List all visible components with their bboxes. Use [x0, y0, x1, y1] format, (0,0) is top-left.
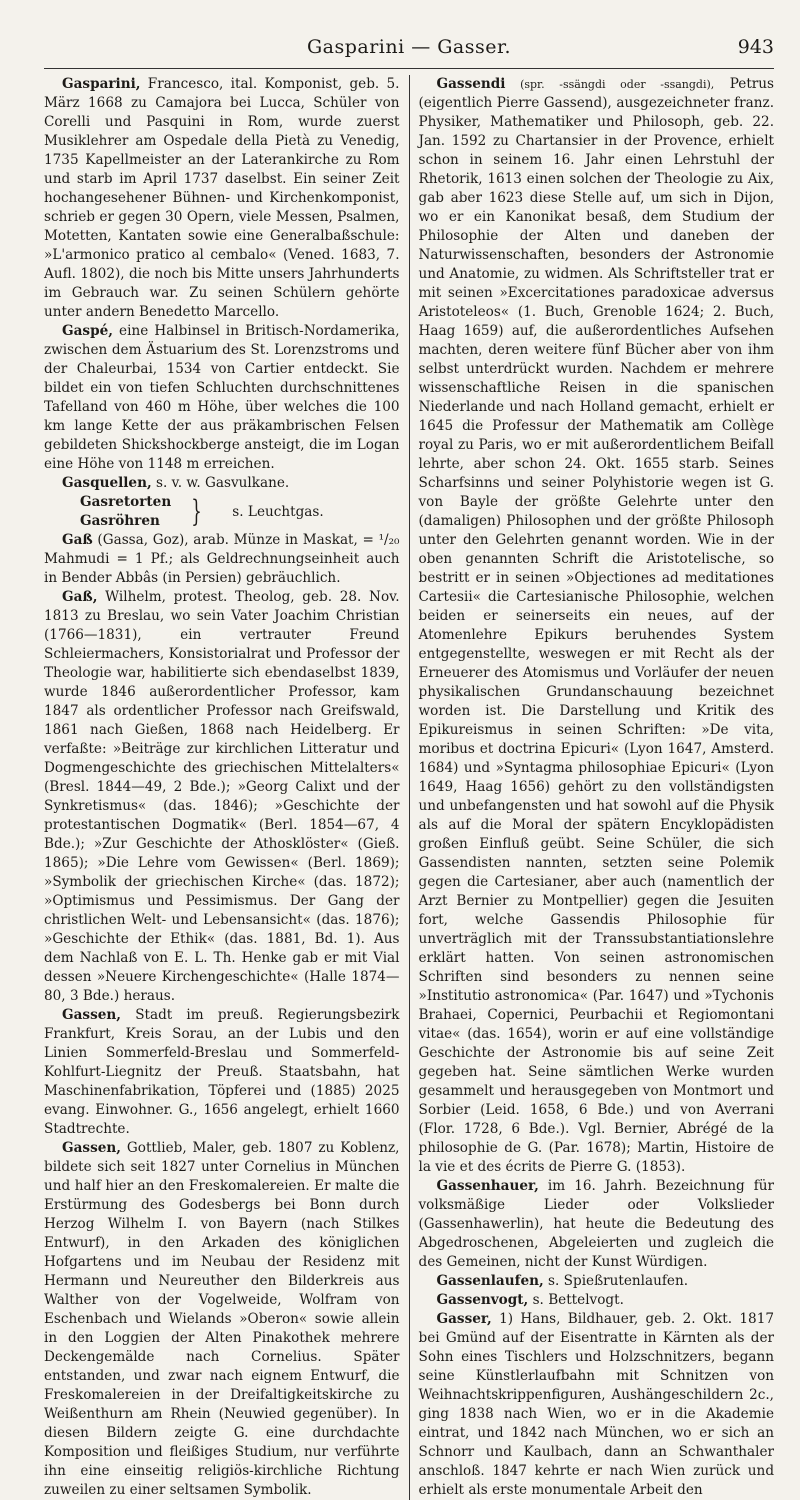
- entry-headword: Gassenvogt,: [436, 1292, 529, 1308]
- entry-text: s. Leuchtgas.: [232, 503, 324, 520]
- entry-text: Francesco, ital. Komponist, geb. 5. März 1668 zu Camajora bei Lucca, Schüler von Corelli und Pasquini in Rom, wurde zuerst Musiklehrer am Ospedale della Pietà zu Venedig, 1735 Kapellmeister an der Laterankirche zu Rom und starb im April 1737 daselbst. Ein seiner Zeit hochangesehener Bühnen- und Kirchenkomponist, schrieb er gegen 30 Opern, viele Messen, Psalmen, Motetten, Kantaten sowie eine Generalbaßschule: »L'armonico pratico al cembalo« (Vened. 1683, 7. Aufl. 1802), die noch bis Mitte unsers Jahrhunderts im Gebrauch war. Zu seinen Schülern gehörte unter andern Benedetto Marcello.: [44, 76, 400, 320]
- entry-headword: Gaß,: [62, 589, 98, 605]
- entry-headword: Gassenhauer,: [436, 1178, 539, 1194]
- entry-headword: Gassen,: [62, 1140, 121, 1156]
- dictionary-entry: [44, 588, 400, 1006]
- right-column: [410, 75, 775, 1500]
- entry-headword: Gaspé,: [62, 323, 113, 339]
- dictionary-entry: [419, 1177, 775, 1272]
- dictionary-entry: [44, 1139, 400, 1500]
- dictionary-entry: [44, 75, 400, 322]
- entry-text: Gottlieb, Maler, geb. 1807 zu Koblenz, bildete sich seit 1827 unter Cornelius in München und half hier an den Freskomalereien. Er malte die Erstürmung des Godesbergs bei Bonn durch Herzog Wilhelm I. von Bayern (nach Stilkes Entwurf), in den Arkaden des königlichen Hofgartens und im Neubau der Residenz mit Hermann und Neureuther den Bilderkreis aus Walther von der Vogelweide, Wolfram von Eschenbach und Wielands »Oberon« sowie allein in den Loggien der Alten Pinakothek mehrere Deckengemälde nach Cornelius. Später entstanden, und zwar nach eignem Entwurf, die Freskomalereien in der Dreifaltigkeitskirche zu Weißenthurn am Rhein (Neuwied gegenüber). In diesen Bildern zeigte G. eine durchdachte Komposition und fleißiges Studium, nur verführte ihn eine einseitig religiös-kirchliche Richtung zuweilen zu einer seltsamen Symbolik.: [44, 1140, 400, 1498]
- dictionary-entry: [44, 322, 400, 474]
- entry-headword: Gasretorten: [80, 494, 172, 510]
- running-title: Gasparini — Gasser.: [306, 36, 512, 58]
- entry-group-heads: [44, 493, 171, 531]
- dictionary-entry: [44, 531, 400, 588]
- dictionary-entry: [44, 474, 400, 493]
- left-column: [44, 75, 409, 1500]
- entry-text: 1) Hans, Bildhauer, geb. 2. Okt. 1817 bei Gmünd auf der Eisentratte in Kärnten als der Sohn eines Tischlers und Holzschnitzers, begann seine Künstlerlaufbahn mit Schnitzen von Weihnachtskrippenfiguren, Aushängeschildern 2c., ging 1838 nach Wien, wo er in die Akademie eintrat, und 1842 nach München, wo er sich an Schnorr und Kaulbach, dann an Schwanthaler anschloß. 1847 kehrte er nach Wien zurück und erhielt als erste monumentale Arbeit den: [418, 1311, 775, 1498]
- brace-symbol: }: [191, 494, 202, 529]
- entry-headword: Gasser,: [436, 1311, 492, 1327]
- entry-text: Wilhelm, protest. Theolog, geb. 28. Nov. 1813 zu Breslau, wo sein Vater Joachim Christian (1766—1831), ein vertrauter Freund Schleiermachers, Konsistorialrat und Professor der Theologie war, habilitierte sich ebendaselbst 1839, wurde 1846 außerordentlicher Professor, kam 1847 als ordentlicher Professor nach Greifswald, 1861 nach Gießen, 1868 nach Heidelberg. Er verfaßte: »Beiträge zur kirchlichen Litteratur und Dogmengeschichte des griechischen Mittelalters« (Bresl. 1844—49, 2 Bde.); »Georg Calixt und der Synkretismus« (das. 1846); »Geschichte der protestantischen Dogmatik« (Berl. 1854—67, 4 Bde.); »Zur Geschichte der Athosklöster« (Gieß. 1865); »Die Lehre vom Gewissen« (Berl. 1869); »Symbolik der griechischen Kirche« (das. 1872); »Optimismus und Pessimismus. Der Gang der christlichen Welt- und Lebensansicht« (das. 1876); »Geschichte der Ethik« (das. 1881, Bd. 1). Aus dem Nachlaß von E. L. Th. Henke gab er mit Vial dessen »Neuere Kirchengeschichte« (Halle 1874—80, 3 Bde.) heraus.: [44, 589, 400, 1004]
- entry-text: s. v. w. Gasvulkane.: [151, 475, 290, 491]
- entry-headword: Gassenlaufen,: [436, 1273, 544, 1289]
- entry-text: eine Halbinsel in Britisch-Nordamerika, zwischen dem Ästuarium des St. Lorenzstroms und der Chaleurbai, 1534 von Cartier entdeckt. Sie bildet ein von tiefen Schluchten durchschnittenes Tafelland von 460 m Höhe, über welches die 100 km lange Kette der aus präkambrischen Felsen gebildeten Shickshockberge ansteigt, die im Logan eine Höhe von 1148 m erreichen.: [44, 323, 400, 472]
- entry-headword: Gasröhren: [80, 513, 160, 529]
- entry-text: s. Bettelvogt.: [528, 1292, 624, 1308]
- dictionary-entry: [419, 75, 775, 1177]
- entry-headword: Gasquellen,: [62, 475, 152, 491]
- entry-headword: Gassen,: [62, 1007, 121, 1023]
- entry-text: Petrus (eigentlich Pierre Gassend), ausgezeichneter franz. Physiker, Mathematiker und Philosoph, geb. 22. Jan. 1592 zu Chartansier in der Provence, erhielt schon in seinem 16. Jahr einen Lehrstuhl der Rhetorik, 1613 einen solchen der Theologie zu Aix, gab aber 1623 diese Stelle auf, um sich in Dijon, wo er ein Kanonikat besaß, dem Studium der Philosophie der Alten und daneben der Naturwissenschaften, besonders der Astronomie und Anatomie, zu widmen. Als Schriftsteller trat er mit seinen »Excercitationes paradoxicae adversus Aristoteleos« (1. Buch, Grenoble 1624; 2. Buch, Haag 1659) auf, die außerordentliches Aufsehen machten, deren weitere fünf Bücher aber von ihm selbst unterdrückt wurden. Nachdem er mehrere wissenschaftliche Reisen in die spanischen Niederlande und nach Holland gemacht, erhielt er 1645 die Professur der Mathematik am Collège royal zu Paris, wo er mit außerordentlichem Beifall lehrte, aber schon 24. Okt. 1655 starb. Seines Scharfsinns und seiner Polyhistorie wegen ist G. von Bayle der größte Gelehrte unter den (damaligen) Philosophen und der größte Philosoph unter den Gelehrten genannt worden. Wie in der oben genannten Schrift die Aristotelische, so bestritt er in seinen »Objectiones ad meditationes Cartesii« die Cartesianische Philosophie, welchen beiden er seinerseits ein neues, auf der Atomenlehre Epikurs beruhendes System entgegenstellte, weswegen er mit Recht als der Erneuerer des Atomismus und Vorläufer der neuen physikalischen Grundanschauung bezeichnet worden ist. Die Darstellung und Kritik des Epikureismus in seinen Schriften: »De vita, moribus et doctrina Epicuri« (Lyon 1647, Amsterd. 1684) und »Syntagma philosophiae Epicuri« (Lyon 1649, Haag 1656) gehört zu den vollständigsten und unbefangensten und hat sowohl auf die Physik als auf die Moral der spätern Encyklopädisten großen Einfluß geübt. Seine Schüler, die sich Gassendisten nannten, setzten seine Polemik gegen die Cartesianer, aber auch (namentlich der Arzt Bernier zu Montpellier) gegen die Jesuiten fort, welche Gassendis Philosophie für unverträglich mit der Transsubstantiationslehre erklärt hatten. Von seinen astronomischen Schriften sind besonders zu nennen seine »Institutio astronomica« (Par. 1647) und »Tychonis Brahaei, Copernici, Peurbachii et Regiomontani vitae« (das. 1654), worin er auf eine vollständige Geschichte der Astronomie bis auf seine Zeit gegeben hat. Seine sämtlichen Werke wurden gesammelt und herausgegeben von Montmort und Sorbier (Leid. 1658, 6 Bde.) und von Averrani (Flor. 1728, 6 Bde.). Vgl. Bernier, Abrégé de la philosophie de G. (Par. 1678); Martin, Histoire de la vie et des écrits de Pierre G. (1853).: [418, 76, 775, 1175]
- entry-text: (Gassa, Goz), arab. Münze in Maskat, = ¹/₂₀ Mahmudi = 1 Pf.; als Geldrechnungseinheit auch in Bender Abbâs (in Persien) gebräuchlich.: [44, 532, 400, 586]
- entry-text: Stadt im preuß. Regierungsbezirk Frankfurt, Kreis Sorau, an der Lubis und den Linien Sommerfeld-Breslau und Sommerfeld-Kohlfurt-Liegnitz der Preuß. Staatsbahn, hat Maschinenfabrikation, Töpferei und (1885) 2025 evang. Einwohner. G., 1656 angelegt, erhielt 1660 Stadtrechte.: [44, 1007, 400, 1137]
- dictionary-entry: [44, 1006, 400, 1139]
- entry-text: s. Spießrutenlaufen.: [543, 1273, 689, 1289]
- entry-group: [44, 493, 400, 531]
- entry-headword: Gasparini,: [62, 76, 141, 92]
- text-columns: [44, 75, 774, 1500]
- page-number: 943: [737, 36, 774, 58]
- dictionary-entry: [419, 1310, 775, 1500]
- page-header: [44, 34, 774, 69]
- entry-headword: Gaß: [62, 532, 93, 548]
- entry-headword: Gassendi: [436, 76, 506, 92]
- entry-pronunciation: (spr. -ssängdi oder -ssangdi),: [505, 78, 715, 91]
- dictionary-entry: [419, 1291, 775, 1310]
- entry-text: im 16. Jahrh. Bezeichnung für volksmäßige Lieder oder Volkslieder (Gassenhawerlin), hat heute die Bedeutung des Abgedroschenen, Abgeleierten und zugleich die des Gemeinen, nicht der Kunst Würdigen.: [418, 1178, 775, 1270]
